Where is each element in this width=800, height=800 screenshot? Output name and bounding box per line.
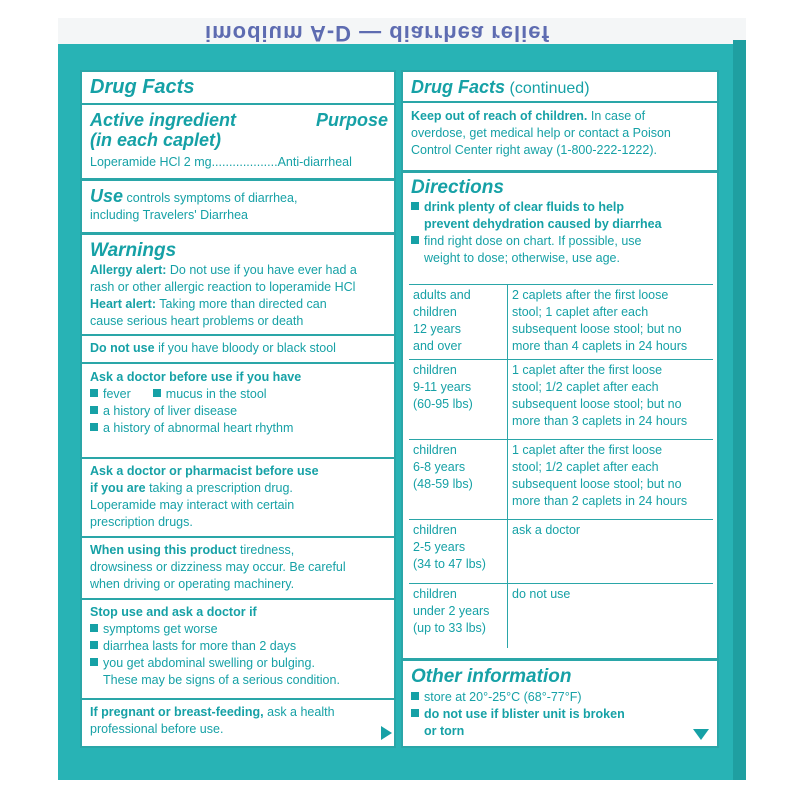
age-cell: children 6-8 years (48-59 lbs) (409, 440, 508, 520)
bullet-square-icon (90, 658, 98, 666)
item-text: fever (103, 387, 131, 401)
box-side-edge (733, 40, 746, 780)
divider (82, 598, 394, 600)
bullet-square-icon (90, 389, 98, 397)
item-text: prevent dehydration caused by diarrhea (424, 217, 662, 231)
list-item (90, 621, 395, 638)
bullet-square-icon (411, 202, 419, 210)
item-text: you get abdominal swelling or bulging. (103, 656, 315, 670)
keep-out-label: Keep out of reach of children. (411, 109, 588, 123)
item-text: store at 20°-25°C (68°-77°F) (424, 690, 582, 704)
continued-label: (continued) (509, 80, 590, 97)
ask-pharm-text-3: prescription drugs. (90, 515, 193, 529)
bullet-square-icon (90, 406, 98, 414)
stop-tail: These may be signs of a serious condition. (103, 673, 340, 687)
dose-cell: 1 caplet after the first loose stool; 1/2 caplet after each subsequent loose stool; but no more than 3 caplets in 24 hours (508, 360, 714, 440)
alerts (90, 262, 395, 330)
pregnant-text-2: professional before use. (90, 722, 224, 736)
drug-facts-continued-title (411, 77, 590, 98)
other-information-list (411, 689, 716, 740)
dose-cell: 1 caplet after the first loose stool; 1/2 caplet after each subsequent loose stool; but no more than 2 caplets in 24 hours (508, 440, 714, 520)
allergy-label: Allergy alert: (90, 263, 167, 277)
use-label: Use (90, 186, 124, 206)
divider (82, 103, 394, 105)
dose-cell: 2 caplets after the first loose stool; 1 caplet after each subsequent loose stool; but no more than 4 caplets in 24 hours (508, 285, 714, 360)
dose-cell: do not use (508, 584, 714, 648)
item-text: diarrhea lasts for more than 2 days (103, 639, 297, 653)
divider (82, 178, 394, 181)
ingredient-line: Loperamide HCl 2 mg...................Anti-diarrheal (90, 155, 352, 169)
divider (82, 457, 394, 459)
divider (82, 232, 394, 235)
list-item (411, 706, 716, 723)
when-using-text-1: tiredness, (240, 543, 295, 557)
table-row (409, 440, 713, 520)
divider (82, 536, 394, 538)
warnings-heading: Warnings (90, 240, 177, 261)
list-item (90, 655, 395, 672)
allergy-text-2: rash or other allergic reaction to loperamide HCl (90, 280, 356, 294)
bullet-square-icon (90, 641, 98, 649)
allergy-text-1: Do not use if you have ever had a (169, 263, 357, 277)
item-text: a history of liver disease (103, 404, 238, 418)
ask-pharmacist-section (90, 463, 395, 531)
list-item (411, 233, 716, 250)
item-text: a history of abnormal heart rhythm (103, 421, 294, 435)
drug-facts-title: Drug Facts (90, 76, 195, 98)
keep-out-text-1: In case of (590, 109, 646, 123)
divider (403, 658, 717, 661)
use-section (90, 188, 390, 224)
bullet-square-icon (411, 236, 419, 244)
list-item (90, 386, 395, 403)
list-item (90, 638, 395, 655)
ask-pharm-title: Ask a doctor or pharmacist before use (90, 464, 319, 478)
bullet-square-icon (90, 624, 98, 632)
drug-facts-right-panel (401, 70, 719, 748)
age-cell: children 2-5 years (34 to 47 lbs) (409, 520, 508, 584)
when-using-section (90, 542, 395, 593)
dosing-table (409, 284, 713, 648)
bullet-square-icon (411, 709, 419, 717)
table-row (409, 520, 713, 584)
stop-use-section (90, 604, 395, 689)
do-not-use-text: if you have bloody or black stool (158, 341, 336, 355)
item-text: or torn (424, 724, 465, 738)
item-text: do not use if blister unit is broken (424, 707, 625, 721)
box-top-logo-mirrored: imodium A-D — diarrhea relief (205, 21, 550, 46)
bullet-square-icon (411, 692, 419, 700)
directions-list (411, 199, 716, 267)
heart-text-2: cause serious heart problems or death (90, 314, 304, 328)
right-arrow-icon (381, 726, 392, 740)
age-cell: children under 2 years (up to 33 lbs) (409, 584, 508, 648)
list-item (90, 420, 395, 437)
list-item (90, 403, 395, 420)
item-text: symptoms get worse (103, 622, 218, 636)
list-item (411, 199, 716, 216)
use-text-1: controls symptoms of diarrhea, (126, 191, 298, 205)
ask-doctor-title: Ask a doctor before use if you have (90, 370, 302, 384)
divider (82, 698, 394, 700)
ask-doctor-section (90, 369, 395, 437)
when-using-text-3: when driving or operating machinery. (90, 577, 295, 591)
other-information-heading: Other information (411, 666, 572, 687)
divider (403, 170, 717, 173)
item-text: drink plenty of clear fluids to help (424, 200, 625, 214)
item-text: find right dose on chart. If possible, use (424, 234, 642, 248)
pregnant-section (90, 704, 395, 738)
bullet-square-icon (153, 389, 161, 397)
table-row (409, 285, 713, 360)
ask-pharm-text-2: Loperamide may interact with certain (90, 498, 295, 512)
active-ingredient-line2: (in each caplet) (90, 130, 222, 150)
drug-facts-left-panel (80, 70, 396, 748)
ask-pharm-label: if you are (90, 481, 146, 495)
active-ingredient-line1: Active ingredient (90, 110, 237, 130)
item-text: weight to dose; otherwise, use age. (424, 251, 620, 265)
list-item (411, 689, 716, 706)
item-text: mucus in the stool (165, 387, 267, 401)
do-not-use (90, 340, 336, 357)
when-using-text-2: drowsiness or dizziness may occur. Be careful (90, 560, 346, 574)
keep-out-text-3: Control Center right away (1-800-222-1222). (411, 143, 657, 157)
bullet-square-icon (90, 423, 98, 431)
pregnant-label: If pregnant or breast-feeding, (90, 705, 264, 719)
age-cell: adults and children 12 years and over (409, 285, 508, 360)
dose-cell: ask a doctor (508, 520, 714, 584)
divider (403, 101, 717, 103)
use-text-2: including Travelers' Diarrhea (90, 208, 249, 222)
heart-text-1: Taking more than directed can (159, 297, 327, 311)
divider (82, 362, 394, 364)
drug-facts-title: Drug Facts (411, 77, 506, 97)
purpose-heading: Purpose (315, 110, 388, 130)
divider (82, 334, 394, 336)
down-arrow-icon (693, 729, 709, 740)
keep-out-text-2: overdose, get medical help or contact a Poison (411, 126, 671, 140)
keep-out-section (411, 108, 716, 159)
heart-label: Heart alert: (90, 297, 156, 311)
ask-pharm-text-1: taking a prescription drug. (149, 481, 293, 495)
directions-heading: Directions (411, 177, 504, 198)
do-not-use-label: Do not use (90, 341, 155, 355)
age-cell: children 9-11 years (60-95 lbs) (409, 360, 508, 440)
pregnant-text-1: ask a health (267, 705, 335, 719)
table-row (409, 360, 713, 440)
when-using-label: When using this product (90, 543, 237, 557)
stop-use-title: Stop use and ask a doctor if (90, 605, 257, 619)
table-row (409, 584, 713, 648)
active-ingredient-heading (90, 110, 236, 150)
